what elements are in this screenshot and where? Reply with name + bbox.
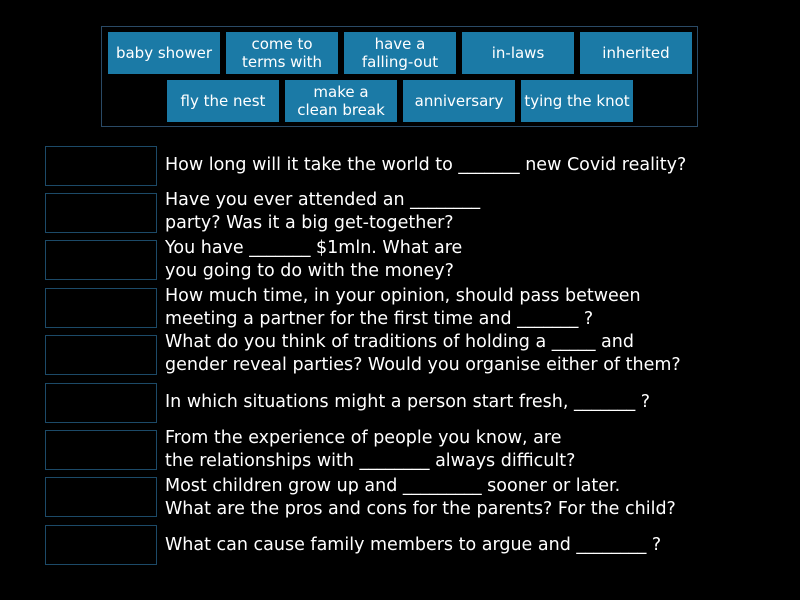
question-line: you going to do with the money?	[165, 261, 454, 281]
question-2	[165, 189, 480, 235]
question-1	[165, 154, 686, 177]
answer-slot-1[interactable]	[45, 146, 157, 186]
tile-tying-the-knot[interactable]	[521, 80, 633, 122]
answer-slot-7[interactable]	[45, 430, 157, 470]
answer-slot-3[interactable]	[45, 240, 157, 280]
tile-fly-the-nest[interactable]	[167, 80, 279, 122]
tile-label: make a	[313, 83, 369, 101]
tile-label: tying the knot	[524, 92, 630, 110]
question-line: How long will it take the world to _______ new Covid reality?	[165, 155, 687, 175]
question-line: Most children grow up and _________ sooner or later.	[165, 476, 621, 496]
answer-slot-8[interactable]	[45, 477, 157, 517]
question-9	[165, 534, 661, 557]
tile-label: in-laws	[491, 44, 545, 62]
question-7	[165, 427, 575, 473]
question-line: How much time, in your opinion, should pass between	[165, 286, 641, 306]
tile-inherited[interactable]	[580, 32, 692, 74]
tile-make-a-clean-break[interactable]	[285, 80, 397, 122]
question-line: the relationships with ________ always difficult?	[165, 451, 576, 471]
question-5	[165, 331, 681, 377]
question-line: What can cause family members to argue and ________ ?	[165, 535, 662, 555]
tile-label: anniversary	[414, 92, 504, 110]
tile-label: clean break	[297, 101, 385, 119]
tile-baby-shower[interactable]	[108, 32, 220, 74]
question-line: meeting a partner for the first time and _______ ?	[165, 309, 594, 329]
answer-slot-2[interactable]	[45, 193, 157, 233]
answer-slot-5[interactable]	[45, 335, 157, 375]
tile-anniversary[interactable]	[403, 80, 515, 122]
question-line: What do you think of traditions of holding a _____ and	[165, 332, 634, 352]
question-line: In which situations might a person start fresh, _______ ?	[165, 392, 651, 412]
answer-slot-6[interactable]	[45, 383, 157, 423]
tile-label: baby shower	[115, 44, 213, 62]
question-line: From the experience of people you know, are	[165, 428, 562, 448]
answer-slot-9[interactable]	[45, 525, 157, 565]
answer-slot-4[interactable]	[45, 288, 157, 328]
tile-label: terms with	[241, 53, 323, 71]
tile-in-laws[interactable]	[462, 32, 574, 74]
tile-have-a-falling-out[interactable]	[344, 32, 456, 74]
word-bank	[101, 26, 698, 127]
question-8	[165, 475, 676, 521]
tile-label: falling-out	[361, 53, 439, 71]
tile-come-to-terms-with[interactable]	[226, 32, 338, 74]
tile-label: fly the nest	[180, 92, 266, 110]
tile-label: come to	[251, 35, 313, 53]
tile-label: inherited	[602, 44, 670, 62]
question-6	[165, 391, 650, 414]
question-line: What are the pros and cons for the parents? For the child?	[165, 499, 676, 519]
question-3	[165, 237, 462, 283]
question-line: gender reveal parties? Would you organise either of them?	[165, 355, 681, 375]
question-line: party? Was it a big get-together?	[165, 213, 454, 233]
question-4	[165, 285, 641, 331]
question-line: You have _______ $1mln. What are	[165, 238, 463, 258]
tile-label: have a	[374, 35, 426, 53]
question-line: Have you ever attended an ________	[165, 190, 481, 210]
